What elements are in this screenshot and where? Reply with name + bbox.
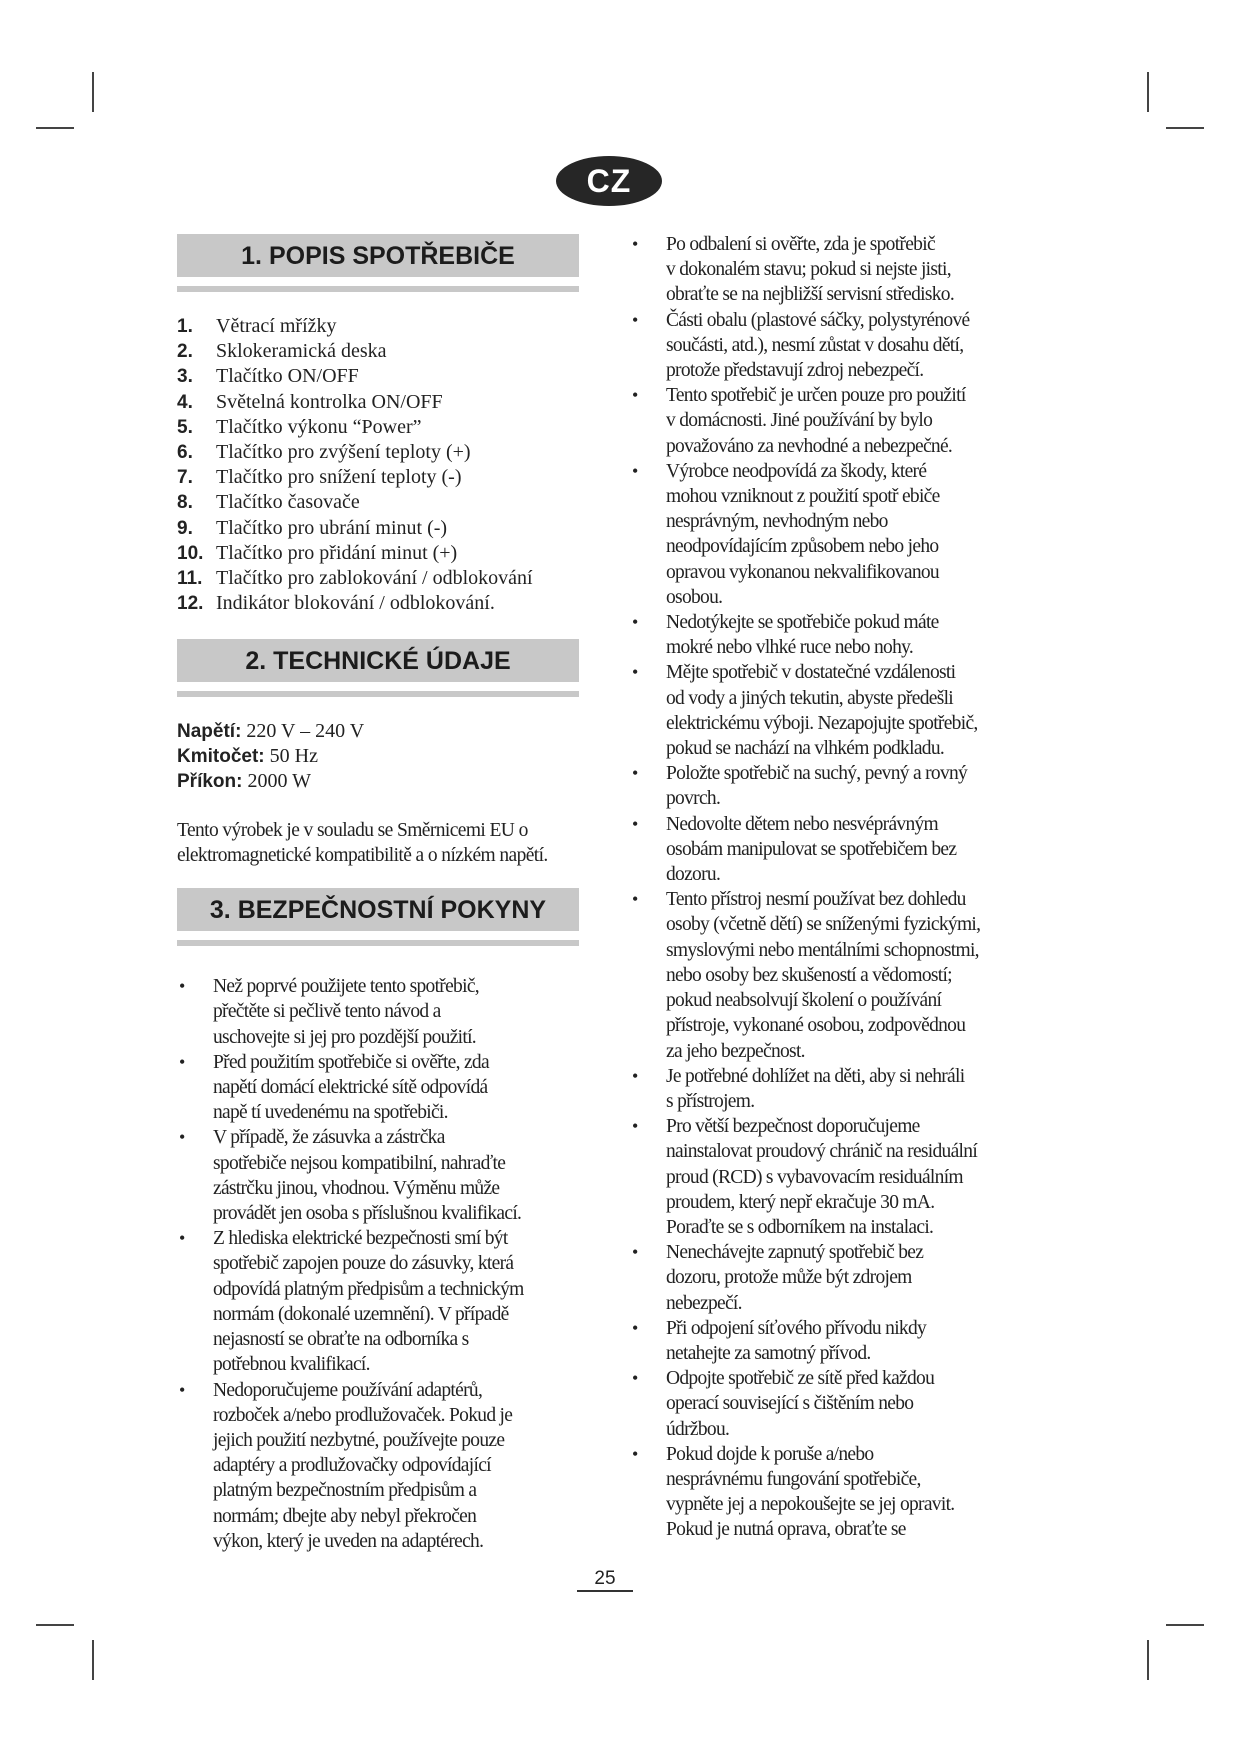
bullet-icon: • — [632, 309, 638, 330]
safety-item — [179, 1226, 597, 1377]
parts-list-item — [177, 541, 597, 566]
spec-voltage: Napětí: 220 V – 240 V — [177, 720, 365, 743]
safety-item-line: pokud neabsolvují školení o používání — [666, 990, 942, 1012]
safety-item-line: s přístrojem. — [666, 1090, 755, 1112]
safety-item-line: přístroje, vykonané osobou, zodpovědnou — [666, 1015, 966, 1037]
parts-list-item — [177, 364, 597, 389]
crop-mark — [92, 1640, 94, 1680]
item-text: Tlačítko pro zablokování / odblokování — [216, 566, 533, 589]
safety-item — [632, 660, 1052, 761]
left-column — [177, 234, 597, 1554]
safety-item-line: provádět jen osoba s příslušnou kvalifikací. — [213, 1203, 522, 1225]
safety-item-line: Poraďte se s odborníkem na instalaci. — [666, 1216, 934, 1238]
safety-list-left — [179, 974, 597, 1554]
safety-item — [632, 610, 1052, 660]
parts-list-item — [177, 390, 597, 415]
section-heading-safety: 3. BEZPEČNOSTNÍ POKYNY — [177, 888, 579, 931]
safety-item-line: osobám manipulovat se spotřebičem bez — [666, 838, 957, 860]
safety-item-line: Nedovolte dětem nebo nesvéprávným — [666, 813, 939, 835]
parts-list-item — [177, 465, 597, 490]
bullet-icon: • — [179, 1127, 185, 1148]
spec-block — [177, 719, 597, 794]
crop-mark — [1147, 1640, 1149, 1680]
safety-item-line: vypněte jej a nepokoušejte se jej opravit. — [666, 1494, 955, 1516]
safety-item-line: osoby (včetně dětí) se sníženými fyzickými, — [666, 914, 981, 936]
bullet-icon: • — [632, 1317, 638, 1338]
crop-mark — [92, 72, 94, 112]
section-rule — [177, 691, 579, 697]
safety-item-line: potřebnou kvalifikací. — [213, 1354, 370, 1376]
bullet-icon: • — [179, 1228, 185, 1249]
item-number: 6. — [177, 441, 193, 463]
parts-list-item — [177, 591, 597, 616]
parts-list — [177, 314, 597, 616]
item-text: Tlačítko pro ubrání minut (-) — [216, 516, 448, 539]
parts-list-item — [177, 314, 597, 339]
safety-item-line: netahejte za samotný přívod. — [666, 1342, 871, 1364]
bullet-icon: • — [179, 1051, 185, 1072]
safety-item-line: opravou vykonanou nekvalifikovanou — [666, 561, 939, 583]
parts-list-item — [177, 566, 597, 591]
safety-item — [632, 1240, 1052, 1316]
safety-item-line: nebo osoby bez skušeností a vědomostí; — [666, 964, 952, 986]
item-number: 9. — [177, 517, 193, 539]
safety-item-line: Tento spotřebič je určen pouze pro použití — [666, 385, 966, 407]
bullet-icon: • — [632, 813, 638, 834]
safety-item-line: od vody a jiných tekutin, abyste předešli — [666, 687, 954, 709]
right-column — [632, 232, 1052, 1543]
safety-item — [632, 383, 1052, 459]
safety-item-line: Nedoporučujeme používání adaptérů, — [213, 1379, 483, 1401]
safety-item — [632, 1114, 1052, 1240]
safety-item-line: spotřebiče nejsou kompatibilní, nahraďte — [213, 1152, 506, 1174]
safety-item-line: elektrickému výboji. Nezapojujte spotřebič, — [666, 712, 978, 734]
safety-item-line: Než poprvé použijete tento spotřebič, — [213, 976, 479, 998]
item-number: 11. — [177, 567, 203, 589]
safety-item-line: Po odbalení si ověřte, zda je spotřebič — [666, 234, 935, 255]
safety-item — [179, 1378, 597, 1554]
safety-item-line: platným bezpečnostním předpisům a — [213, 1480, 477, 1502]
safety-item-line: dozoru, protože může být zdrojem — [666, 1267, 912, 1289]
safety-item — [632, 1442, 1052, 1543]
safety-item-line: nebezpečí. — [666, 1292, 742, 1314]
safety-item-line: zástrčku jinou, vhodnou. Výměnu může — [213, 1177, 500, 1199]
safety-item-line: adaptéry a prodlužovačky odpovídající — [213, 1455, 491, 1477]
safety-item-line: Nenechávejte zapnutý spotřebič bez — [666, 1242, 924, 1264]
item-number: 8. — [177, 492, 193, 514]
item-number: 1. — [177, 316, 193, 337]
bullet-icon: • — [632, 1116, 638, 1137]
safety-item-line: za jeho bezpečnost. — [666, 1040, 805, 1062]
item-text: Větrací mřížky — [216, 315, 337, 337]
safety-item — [632, 761, 1052, 811]
safety-item-line: považováno za nevhodné a nebezpečné. — [666, 435, 953, 457]
spec-frequency: Kmitočet: 50 Hz — [177, 745, 318, 768]
section-rule — [177, 940, 579, 946]
safety-item-line: Pokud je nutná oprava, obraťte se — [666, 1519, 906, 1541]
bullet-icon: • — [632, 234, 638, 254]
compliance-text: Tento výrobek je v souladu se Směrnicemi EU o elektromagnetické kompatibilitě a o nízkém napětí. — [177, 820, 548, 867]
bullet-icon: • — [179, 1379, 185, 1400]
safety-item-line: povrch. — [666, 788, 721, 810]
safety-item-line: Mějte spotřebič v dostatečné vzdálenosti — [666, 662, 956, 684]
parts-list-item — [177, 490, 597, 515]
section-rule — [177, 286, 579, 292]
safety-item-line: nejasností se obraťte na odborníka s — [213, 1329, 469, 1351]
safety-item-line: Při odpojení síťového přívodu nikdy — [666, 1317, 927, 1339]
item-text: Tlačítko pro přidání minut (+) — [216, 541, 458, 564]
safety-item — [632, 1064, 1052, 1114]
crop-mark — [1166, 1624, 1204, 1626]
safety-item-line: operací související s čištěním nebo — [666, 1393, 914, 1415]
parts-list-item — [177, 415, 597, 440]
safety-item-line: mokré nebo vlhké ruce nebo nohy. — [666, 637, 914, 659]
parts-list-item — [177, 516, 597, 541]
safety-item — [179, 974, 597, 1050]
safety-item-line: nesprávným, nevhodným nebo — [666, 511, 888, 533]
item-number: 7. — [177, 467, 193, 489]
language-badge: CZ — [556, 156, 662, 206]
safety-item — [632, 1366, 1052, 1442]
parts-list-item — [177, 440, 597, 465]
item-text: Tlačítko časovače — [216, 491, 360, 514]
item-text: Indikátor blokování / odblokování. — [216, 592, 495, 615]
item-text: Sklokeramická deska — [216, 340, 387, 363]
safety-item-line: uschovejte si jej pro pozdější použití. — [213, 1026, 476, 1048]
safety-item-line: odpovídá platným předpisům a technickým — [213, 1278, 524, 1300]
item-number: 3. — [177, 366, 193, 388]
item-text: Světelná kontrolka ON/OFF — [216, 390, 443, 413]
bullet-icon: • — [179, 976, 185, 997]
item-number: 2. — [177, 341, 193, 363]
safety-item-line: proudem, který nepř ekračuje 30 mA. — [666, 1191, 935, 1213]
bullet-icon: • — [632, 612, 638, 633]
safety-item-line: Je potřebné dohlížet na děti, aby si nehráli — [666, 1065, 965, 1087]
safety-item-line: rozboček a/nebo prodlužovaček. Pokud je — [213, 1404, 513, 1426]
safety-item-line: údržbou. — [666, 1418, 730, 1440]
safety-item-line: přečtěte si pečlivě tento návod a — [213, 1001, 441, 1023]
safety-item-line: Z hlediska elektrické bezpečnosti smí být — [213, 1228, 508, 1250]
safety-item-line: Výrobce neodpovídá za škody, které — [666, 460, 927, 482]
item-number: 10. — [177, 542, 204, 564]
safety-item — [179, 1050, 597, 1126]
crop-mark — [36, 1624, 74, 1626]
safety-item-line: protože představují zdroj nebezpečí. — [666, 360, 924, 382]
safety-item-line: spotřebič zapojen pouze do zásuvky, která — [213, 1253, 514, 1275]
safety-item-line: Před použitím spotřebiče si ověřte, zda — [213, 1051, 489, 1073]
safety-item — [179, 1125, 597, 1226]
item-number: 4. — [177, 391, 193, 413]
safety-item — [632, 887, 1052, 1063]
page-number: 25 — [577, 1568, 633, 1592]
safety-item-line: neodpovídajícím způsobem nebo jeho — [666, 536, 939, 558]
safety-item-line: nesprávnému fungování spotřebiče, — [666, 1468, 921, 1490]
safety-item-line: Pokud dojde k poruše a/nebo — [666, 1443, 874, 1465]
item-number: 12. — [177, 593, 204, 615]
bullet-icon: • — [632, 662, 638, 683]
safety-item-line: obraťte se na nejbližší servisní středisko. — [666, 284, 954, 306]
safety-item-line: Části obalu (plastové sáčky, polystyrénové — [666, 309, 970, 331]
safety-item — [632, 308, 1052, 384]
safety-item-line: napě tí uvedenému na spotřebiči. — [213, 1102, 448, 1124]
safety-item-line: V případě, že zásuvka a zástrčka — [213, 1127, 445, 1149]
crop-mark — [36, 127, 74, 129]
safety-item — [632, 812, 1052, 888]
section-heading-technical: 2. TECHNICKÉ ÚDAJE — [177, 639, 579, 682]
bullet-icon: • — [632, 1242, 638, 1263]
parts-list-item — [177, 339, 597, 364]
safety-item-line: pokud se nachází na vlhkém podkladu. — [666, 738, 945, 760]
safety-item-line: osobou. — [666, 586, 723, 608]
safety-item-line: v dokonalém stavu; pokud si nejste jisti, — [666, 259, 951, 281]
safety-item-line: součásti, atd.), nesmí zůstat v dosahu dětí, — [666, 334, 964, 356]
safety-item-line: Odpojte spotřebič ze sítě před každou — [666, 1368, 935, 1390]
safety-item-line: v domácnosti. Jiné používání by bylo — [666, 410, 933, 432]
bullet-icon: • — [632, 889, 638, 910]
safety-item-line: výkon, který je uveden na adaptérech. — [213, 1530, 484, 1552]
safety-item — [632, 1316, 1052, 1366]
safety-item-line: Tento přístroj nesmí používat bez dohledu — [666, 889, 966, 911]
safety-item-line: dozoru. — [666, 864, 721, 886]
item-text: Tlačítko výkonu “Power” — [216, 415, 422, 438]
safety-item-line: mohou vzniknout z použití spotř ebiče — [666, 486, 940, 508]
bullet-icon: • — [632, 385, 638, 406]
safety-item-line: Položte spotřebič na suchý, pevný a rovný — [666, 763, 968, 785]
crop-mark — [1147, 72, 1149, 112]
bullet-icon: • — [632, 763, 638, 784]
bullet-icon: • — [632, 460, 638, 481]
safety-item-line: proud (RCD) s vybavovacím residuálním — [666, 1166, 963, 1188]
safety-item-line: napětí domácí elektrické sítě odpovídá — [213, 1077, 488, 1099]
crop-mark — [1166, 127, 1204, 129]
safety-item-line: Pro větší bezpečnost doporučujeme — [666, 1116, 920, 1138]
safety-item — [632, 232, 1052, 308]
item-text: Tlačítko ON/OFF — [216, 365, 359, 388]
spec-power: Příkon: 2000 W — [177, 770, 311, 793]
item-number: 5. — [177, 416, 193, 438]
safety-item-line: nainstalovat proudový chránič na residuální — [666, 1141, 978, 1163]
safety-item-line: smyslovými nebo mentálními schopnostmi, — [666, 939, 979, 961]
item-text: Tlačítko pro snížení teploty (-) — [216, 466, 462, 489]
bullet-icon: • — [632, 1443, 638, 1464]
safety-item-line: jejich použití nezbytné, používejte pouze — [213, 1429, 505, 1451]
safety-list-right — [632, 232, 1052, 1543]
item-text: Tlačítko pro zvýšení teploty (+) — [216, 440, 471, 463]
safety-item — [632, 459, 1052, 610]
section-heading-description: 1. POPIS SPOTŘEBIČE — [177, 234, 579, 277]
bullet-icon: • — [632, 1065, 638, 1086]
safety-item-line: Nedotýkejte se spotřebiče pokud máte — [666, 612, 939, 634]
bullet-icon: • — [632, 1368, 638, 1389]
safety-item-line: normám (dokonalé uzemnění). V případě — [213, 1303, 509, 1325]
safety-item-line: normám; dbejte aby nebyl překročen — [213, 1505, 477, 1527]
